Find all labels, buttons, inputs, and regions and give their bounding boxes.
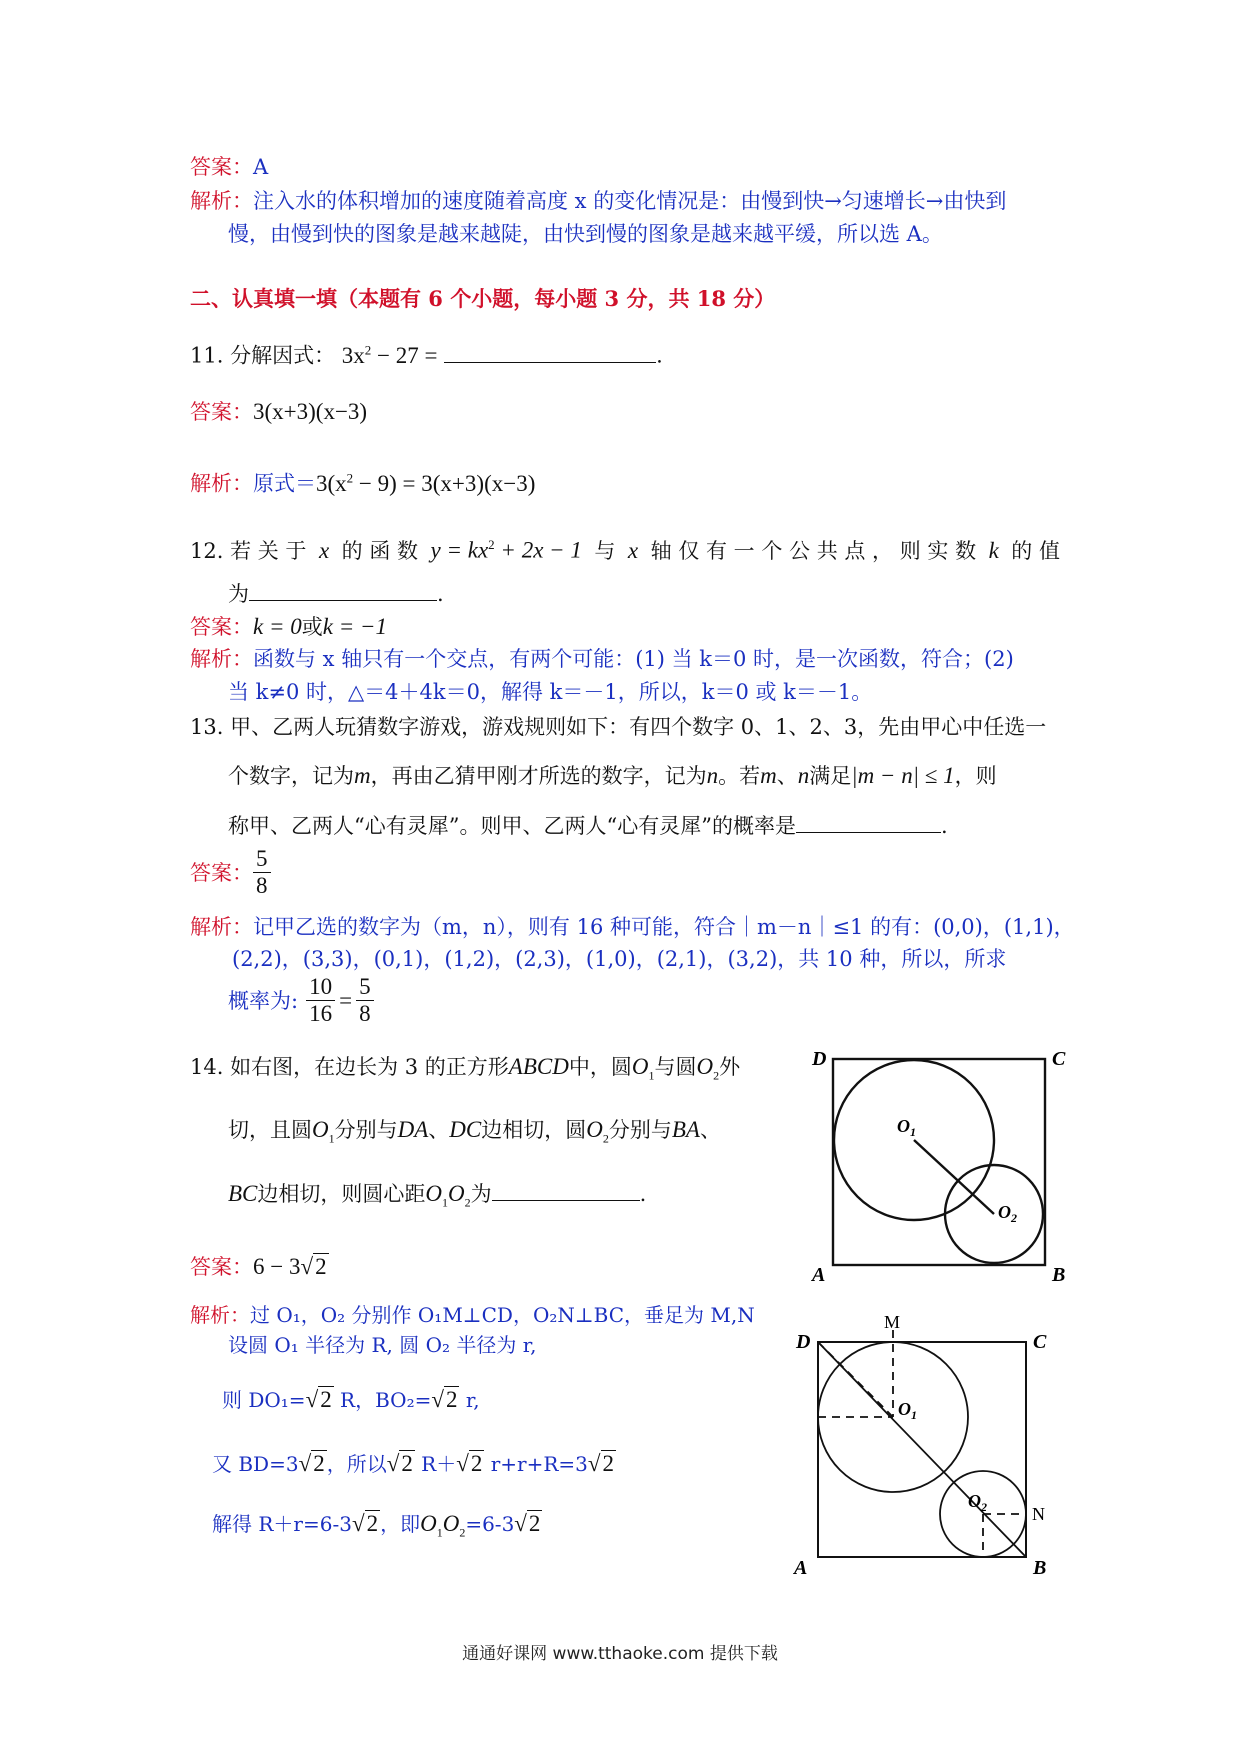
vertex-label-a: A bbox=[812, 1264, 826, 1285]
answer-label: 答案： bbox=[190, 860, 253, 885]
analysis-expr-exp: 2 bbox=[346, 470, 354, 485]
analysis-label: 解析： bbox=[190, 647, 253, 671]
o2-sub: 2 bbox=[459, 1525, 466, 1540]
q14-text-b: 中，圆 bbox=[568, 1055, 632, 1079]
q14-text-a: 边相切，则圆心距 bbox=[257, 1182, 426, 1206]
point-label-m: M bbox=[884, 1312, 901, 1332]
side-dc: DC bbox=[449, 1117, 482, 1142]
analysis-text: 注入水的体积增加的速度随着高度 x 的变化情况是：由慢到快→匀速增长→由快到 bbox=[253, 189, 1007, 213]
answer-blank[interactable] bbox=[249, 578, 437, 601]
sqrt-radicand: 2 bbox=[470, 1451, 483, 1476]
sqrt-symbol: √2 bbox=[300, 1254, 327, 1279]
sqrt-symbol: √2 bbox=[305, 1387, 332, 1412]
q14-analysis-line2: 设圆 O₁ 半径为 R, 圆 O₂ 半径为 r, bbox=[228, 1333, 537, 1357]
analysis-expression bbox=[316, 471, 535, 496]
sqrt-symbol: √2 bbox=[386, 1451, 413, 1476]
analysis-label: 解析： bbox=[190, 915, 253, 939]
analysis-text-a: 又 BD=3 bbox=[212, 1452, 299, 1476]
o2-letter: O bbox=[448, 1181, 465, 1206]
analysis-label: 解析： bbox=[190, 1303, 250, 1327]
circle-o2-letter: O bbox=[586, 1117, 603, 1142]
figure-square-circles bbox=[800, 1035, 1080, 1285]
q14-square-name: ABCD bbox=[508, 1054, 569, 1079]
q12-text-d: 轴 仅 有 一 个 公 共 点 ， 则 实 数 bbox=[650, 538, 977, 563]
q12-text-a: 12. 若 关 于 bbox=[190, 538, 307, 563]
analysis-text-c: r, bbox=[459, 1388, 480, 1412]
analysis-label: 解析： bbox=[190, 471, 253, 496]
q13-analysis-line1 bbox=[190, 912, 1075, 942]
q10-answer bbox=[190, 152, 268, 182]
analysis-expr-b: − 9) = 3(x+3)(x−3) bbox=[353, 470, 536, 496]
vertex-label-b: B bbox=[1033, 1557, 1047, 1579]
circle-o2-letter: O bbox=[696, 1054, 714, 1079]
vertex-label-d: D bbox=[796, 1331, 811, 1353]
q10-analysis-line2: 慢，由慢到快的图象是越来越陡，由快到慢的图象是越来越平缓，所以选 A。 bbox=[228, 222, 943, 246]
answer-fraction bbox=[253, 846, 271, 899]
q14-text-b: 分别与 bbox=[334, 1118, 398, 1142]
q12-func-exp: 2 bbox=[488, 537, 495, 552]
fraction-denominator: 8 bbox=[256, 873, 268, 898]
q13-text-b: ，再由乙猜甲刚才所选的数字，记为 bbox=[370, 764, 707, 788]
analysis-text-b: ，所以 bbox=[326, 1452, 387, 1476]
answer-value-a: k = 0 bbox=[253, 614, 302, 639]
q13-condition: |m − n| ≤ 1 bbox=[851, 763, 955, 788]
q14-stem-line2 bbox=[228, 1115, 721, 1154]
o1-letter: O bbox=[420, 1511, 437, 1536]
sqrt-symbol: √2 bbox=[351, 1511, 379, 1536]
q12-function bbox=[431, 530, 582, 566]
q13-end: . bbox=[940, 814, 948, 838]
sqrt-radicand: 2 bbox=[401, 1451, 413, 1476]
q11-stem-text: 11. 分解因式： bbox=[190, 343, 336, 368]
q12-text-e: 的 值 bbox=[1011, 538, 1060, 563]
punct: 、 bbox=[428, 1118, 450, 1142]
q14-text-c: 与圆 bbox=[654, 1055, 697, 1079]
q14-text-d: 外 bbox=[719, 1055, 741, 1079]
sqrt-radicand: 2 bbox=[602, 1451, 615, 1476]
q10-analysis-line1 bbox=[190, 186, 1006, 216]
q13-var-n: n bbox=[706, 763, 719, 788]
q12-func-b: + 2x − 1 bbox=[494, 537, 582, 563]
fraction-denominator: 16 bbox=[309, 1001, 333, 1026]
o1-sub: 1 bbox=[436, 1525, 443, 1540]
q14-text-a: 切，且圆 bbox=[228, 1118, 312, 1142]
equals-sign: = bbox=[339, 987, 353, 1013]
section-title: 二、认真填一填（本题有 6 个小题，每小题 3 分，共 18 分） bbox=[190, 286, 776, 311]
side-da: DA bbox=[397, 1117, 429, 1142]
o2-letter: O bbox=[442, 1511, 460, 1536]
q14-o1 bbox=[631, 1054, 655, 1083]
analysis-text-a: 则 DO₁= bbox=[222, 1388, 306, 1412]
q13-analysis-line3 bbox=[228, 974, 374, 1027]
analysis-text-b: ，即 bbox=[380, 1512, 421, 1536]
answer-blank[interactable] bbox=[444, 340, 656, 363]
analysis-text-d: r+r+R=3 bbox=[484, 1452, 588, 1476]
q13-text-c: 。若 bbox=[718, 764, 761, 788]
q11-answer bbox=[190, 397, 367, 427]
q12-analysis-line1 bbox=[190, 644, 1014, 674]
q14-o2 bbox=[696, 1054, 720, 1083]
segment-o1o2 bbox=[914, 1140, 994, 1214]
vertex-label-a: A bbox=[794, 1557, 808, 1579]
q12-answer bbox=[190, 612, 387, 642]
sqrt-radicand: 2 bbox=[528, 1511, 541, 1536]
q14-analysis-line3 bbox=[222, 1385, 480, 1415]
sqrt-radicand: 2 bbox=[366, 1511, 379, 1536]
center-label-o2: $O_2$ bbox=[968, 1491, 987, 1514]
o1-sub: 1 bbox=[442, 1195, 449, 1210]
q14-analysis-line5 bbox=[212, 1509, 542, 1548]
fraction-numerator: 5 bbox=[253, 846, 271, 873]
q14-answer bbox=[190, 1252, 329, 1282]
q11-expression bbox=[342, 343, 438, 368]
q14-o1 bbox=[312, 1117, 335, 1146]
q14-end: . bbox=[639, 1182, 647, 1206]
analysis-prefix: 原式＝ bbox=[253, 471, 316, 496]
q12-var-x: x bbox=[318, 537, 330, 563]
q12-stem-line1 bbox=[190, 530, 1060, 566]
answer-value: 6 − 3 bbox=[253, 1254, 301, 1279]
q12-stem-line2 bbox=[228, 578, 444, 609]
q14-text-b: 为 bbox=[470, 1182, 492, 1206]
sqrt-radicand: 2 bbox=[315, 1254, 327, 1279]
sqrt-radicand: 2 bbox=[445, 1387, 458, 1412]
sqrt-radicand: 2 bbox=[313, 1451, 325, 1476]
q14-stem-line1 bbox=[190, 1052, 740, 1091]
fraction-numerator: 5 bbox=[356, 974, 374, 1001]
analysis-text: 记甲乙选的数字为（m，n），则有 16 种可能，符合｜m－n｜≤1 的有：(0,0)，(1,1)， bbox=[253, 915, 1075, 939]
q11-end: . bbox=[656, 343, 663, 368]
answer-value: A bbox=[253, 155, 269, 179]
q14-o2 bbox=[586, 1117, 609, 1146]
sqrt-symbol: √2 bbox=[456, 1451, 483, 1476]
q11-expr-rhs: − 27 = bbox=[371, 342, 438, 368]
answer-label: 答案： bbox=[190, 1255, 253, 1279]
fraction-numerator: 10 bbox=[306, 974, 335, 1001]
q14-stem-line3 bbox=[228, 1178, 646, 1218]
analysis-text-c: =6-3 bbox=[465, 1512, 515, 1536]
vertex-label-d: D bbox=[812, 1048, 827, 1070]
center-label-o2: $O_2$ bbox=[998, 1202, 1017, 1225]
q13-text-e: 满足 bbox=[809, 764, 852, 788]
q13-stem-line1: 13. 甲、乙两人玩猜数字游戏，游戏规则如下：有四个数字 0、1、2、3，先由甲心中任选一 bbox=[190, 715, 1047, 739]
point-label-n: N bbox=[1032, 1504, 1045, 1524]
fraction-denominator: 8 bbox=[359, 1001, 371, 1026]
analysis-fraction-2 bbox=[356, 974, 374, 1027]
circle-o1-letter: O bbox=[312, 1117, 329, 1142]
q13-stem-line2 bbox=[228, 761, 997, 791]
q13-text-f: ，则 bbox=[954, 764, 997, 788]
sqrt-radicand: 2 bbox=[320, 1387, 332, 1412]
side-bc: BC bbox=[228, 1181, 258, 1206]
vertex-label-c: C bbox=[1052, 1048, 1066, 1070]
circle-o1-sub: 1 bbox=[328, 1131, 335, 1146]
analysis-text: 过 O₁，O₂ 分别作 O₁M⊥CD，O₂N⊥BC，垂足为 M,N bbox=[250, 1303, 755, 1327]
q13-var-m: m bbox=[354, 763, 371, 788]
center-label-o1: $O_1$ bbox=[897, 1116, 916, 1139]
o1o2-label bbox=[420, 1511, 466, 1540]
q13-var-m2: m bbox=[760, 763, 777, 788]
sqrt-symbol: √2 bbox=[587, 1451, 615, 1476]
q12-line2-text: 为 bbox=[228, 582, 249, 606]
analysis-text: 概率为: bbox=[228, 988, 299, 1013]
q12-var-k: k bbox=[988, 537, 999, 563]
answer-label: 答案： bbox=[190, 615, 253, 639]
q14-analysis-line1 bbox=[190, 1300, 755, 1330]
q13-var-n2: n bbox=[797, 763, 810, 788]
q12-text-c: 与 bbox=[594, 538, 616, 563]
figure-solution-diagram bbox=[780, 1300, 1070, 1580]
q11-analysis bbox=[190, 463, 535, 499]
sqrt-symbol: √2 bbox=[298, 1451, 325, 1476]
analysis-label: 解析： bbox=[190, 189, 253, 213]
q13-text-a: 个数字，记为 bbox=[228, 764, 354, 788]
q13-text-d: 、 bbox=[776, 764, 798, 788]
vertex-label-b: B bbox=[1052, 1264, 1066, 1285]
analysis-expr-a: 3(x bbox=[316, 470, 347, 496]
q14-text-a: 14. 如右图，在边长为 3 的正方形 bbox=[190, 1055, 509, 1079]
circle-o2-sub: 2 bbox=[602, 1131, 609, 1146]
vertex-label-c: C bbox=[1033, 1331, 1047, 1353]
q12-end: . bbox=[437, 582, 444, 606]
punct: 、 bbox=[699, 1118, 721, 1142]
q12-func-a: y = kx bbox=[430, 537, 489, 563]
answer-blank[interactable] bbox=[492, 1178, 640, 1201]
o2-sub: 2 bbox=[464, 1195, 471, 1210]
q13-stem-line3 bbox=[228, 810, 948, 841]
analysis-text-c: R＋ bbox=[414, 1452, 457, 1476]
analysis-text: 函数与 x 轴只有一个交点，有两个可能：(1) 当 k＝0 时，是一次函数，符合；(2) bbox=[253, 647, 1014, 671]
q12-var-x2: x bbox=[627, 537, 639, 563]
q14-o1o2 bbox=[425, 1181, 471, 1210]
circle-o1-letter: O bbox=[631, 1054, 649, 1079]
analysis-text-a: 解得 R＋r=6-3 bbox=[212, 1512, 352, 1536]
answer-blank[interactable] bbox=[796, 810, 941, 833]
answer-or: 或 bbox=[301, 615, 323, 639]
answer-value-b: k = −1 bbox=[322, 614, 387, 639]
q11-stem bbox=[190, 335, 663, 371]
sqrt-symbol: √2 bbox=[431, 1387, 458, 1412]
answer-label: 答案： bbox=[190, 155, 253, 179]
answer-label: 答案： bbox=[190, 400, 253, 424]
q11-expr-exp: 2 bbox=[364, 342, 372, 357]
sqrt-symbol: √2 bbox=[514, 1511, 541, 1536]
circle-o1-sub: 1 bbox=[648, 1068, 655, 1083]
q14-text-d: 分别与 bbox=[608, 1118, 672, 1142]
analysis-text-b: R，BO₂= bbox=[333, 1388, 432, 1412]
page-footer: 通通好课网 www.tthaoke.com 提供下载 bbox=[462, 1644, 778, 1664]
q12-analysis-line2: 当 k≠0 时，△＝4＋4k＝0，解得 k＝－1，所以，k＝0 或 k＝－1。 bbox=[228, 680, 873, 704]
answer-value: 3(x+3)(x−3) bbox=[253, 399, 368, 424]
analysis-fraction-1 bbox=[306, 974, 335, 1027]
q12-text-b: 的 函 数 bbox=[341, 538, 419, 563]
o1-letter: O bbox=[425, 1181, 443, 1206]
q13-line3-text: 称甲、乙两人“心有灵犀”。则甲、乙两人“心有灵犀”的概率是 bbox=[228, 814, 796, 838]
center-label-o1: $O_1$ bbox=[898, 1399, 917, 1422]
q14-analysis-line4 bbox=[212, 1449, 616, 1479]
circle-o2-sub: 2 bbox=[713, 1068, 720, 1083]
side-ba: BA bbox=[671, 1117, 700, 1142]
q11-expr-lhs: 3x bbox=[341, 342, 365, 368]
q14-text-c: 边相切，圆 bbox=[481, 1118, 587, 1142]
q13-analysis-line2: (2,2)，(3,3)，(0,1)，(1,2)，(2,3)，(1,0)，(2,1)，(3,2)，共 10 种，所以，所求 bbox=[232, 947, 1007, 971]
q13-answer bbox=[190, 846, 271, 899]
